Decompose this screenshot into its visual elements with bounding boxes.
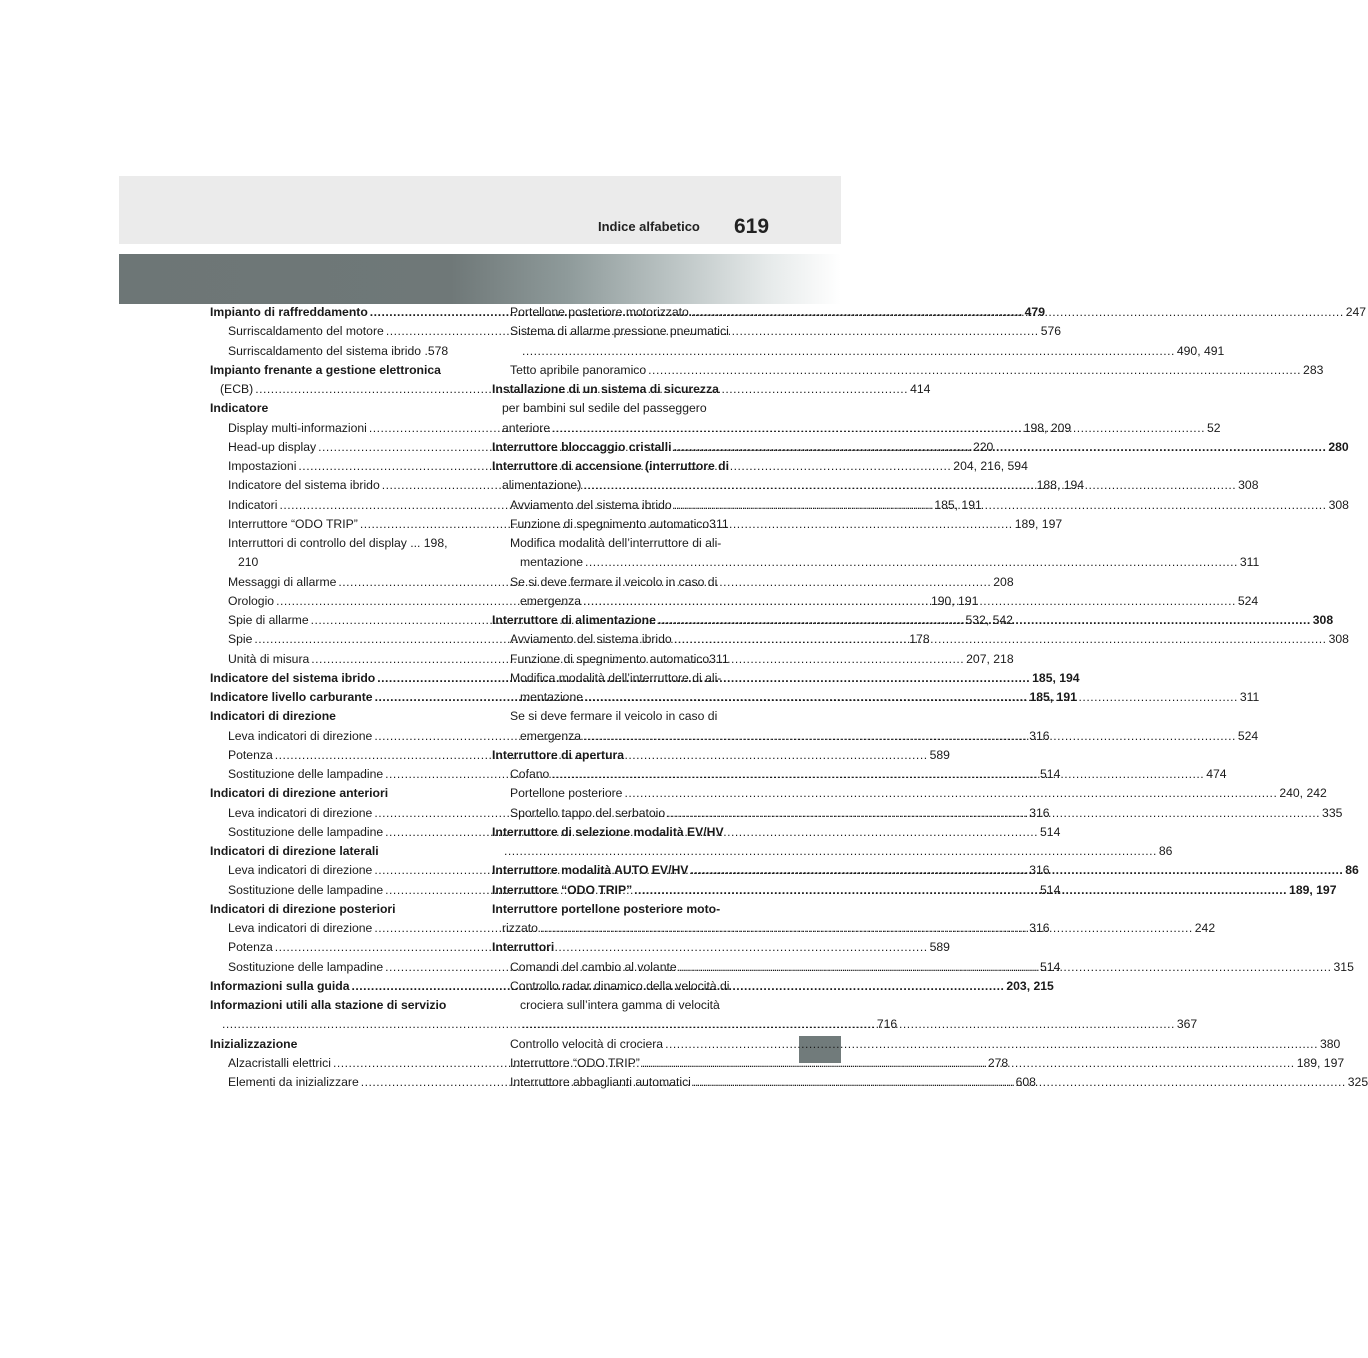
index-entry-text: Interruttori di controllo del display ... 198, xyxy=(228,536,448,550)
index-entry xyxy=(210,842,462,861)
index-entry-text: crociera sull’intera gamma di velocità xyxy=(520,998,720,1012)
index-entry xyxy=(210,399,462,418)
index-entry-page: 189, 197 xyxy=(1296,1055,1345,1070)
index-entry-text: Messaggi di allarme xyxy=(228,574,337,589)
index-entry-page: 278 xyxy=(987,1055,1009,1070)
index-entry-page: 315 xyxy=(1333,959,1354,974)
index-entry-page: 524 xyxy=(1237,728,1259,743)
index-entry-text: Sostituzione delle lampadine xyxy=(228,959,384,974)
index-entry-text: Controllo velocità di crociera xyxy=(510,1036,664,1051)
leader-dots xyxy=(522,342,1175,361)
index-entry-text: Potenza xyxy=(228,747,273,762)
leader-dots xyxy=(693,1073,1346,1092)
index-entry xyxy=(492,823,744,842)
index-entry-text: Sostituzione delle lampadine xyxy=(228,824,384,839)
index-entry xyxy=(210,900,462,919)
index-entry-page: 283 xyxy=(1303,362,1324,377)
index-entry-text: (ECB) xyxy=(220,382,254,396)
index-entry-text: Comandi del cambio al volante xyxy=(510,959,677,974)
index-entry-page: 178 xyxy=(909,632,930,647)
index-entry-page: 308 xyxy=(1238,478,1259,493)
index-entry-text: Unità di misura xyxy=(228,651,310,666)
index-entry-text: Impianto di raffreddamento xyxy=(210,305,368,319)
index-entry-text: Sistema di allarme pressione pneumatici xyxy=(510,324,729,339)
index-entry xyxy=(492,977,744,996)
index-entry-page: 316 xyxy=(1029,863,1050,878)
index-entry-page: 208 xyxy=(993,574,1014,589)
index-entry xyxy=(492,342,1225,361)
index-entry-text: Avviamento del sistema ibrido xyxy=(510,497,672,512)
index-entry-page: 242 xyxy=(1194,921,1216,935)
index-entry xyxy=(492,322,744,341)
index-entry-page: 280 xyxy=(1328,439,1349,454)
index-entry-page: 335 xyxy=(1322,805,1343,820)
section-title: Indice alfabetico xyxy=(598,219,700,234)
index-entry-text: anteriore xyxy=(502,420,551,435)
index-entry-text: Funzione di spegnimento automatico311 xyxy=(510,651,729,666)
leader-dots xyxy=(642,1054,1295,1073)
index-entry-page: 203, 215 xyxy=(1006,978,1054,993)
index-entry xyxy=(210,1015,898,1034)
index-entry-page: 479 xyxy=(1024,305,1045,319)
index-entry xyxy=(492,573,744,592)
index-entry-text: Indicatori xyxy=(228,497,278,512)
index-entry-text: Controllo radar dinamico della velocità di xyxy=(510,978,730,993)
index-entry xyxy=(492,457,744,476)
index-entry-page: 316 xyxy=(1029,728,1050,743)
index-entry-page: 86 xyxy=(1158,844,1173,858)
index-entry-page: 220 xyxy=(972,439,994,454)
index-entry xyxy=(492,707,744,726)
index-entry-page: 204, 216, 594 xyxy=(953,459,1028,473)
header-band xyxy=(119,176,841,244)
index-entry-page: 188, 194 xyxy=(1036,478,1085,493)
index-entry-page: 514 xyxy=(1040,824,1061,839)
index-entry-text: Leva indicatori di direzione xyxy=(228,805,373,820)
index-entry-text: Indicatore del sistema ibrido xyxy=(228,478,380,493)
index-entry-page: 576 xyxy=(1040,324,1062,339)
index-entry-text: Leva indicatori di direzione xyxy=(228,863,373,878)
leader-dots xyxy=(674,630,1327,649)
leader-dots xyxy=(674,496,1327,515)
index-entry-text: Informazioni utili alla stazione di servizio xyxy=(210,998,447,1012)
index-entry-text: Funzione di spegnimento automatico311 xyxy=(510,516,729,531)
index-entry-text: Interruttore “ODO TRIP” xyxy=(492,882,633,897)
index-entry-text: Orologio xyxy=(228,593,275,608)
index-entry xyxy=(492,746,744,765)
index-entry-text: Interruttori xyxy=(492,940,555,955)
index-entry-text: Interruttore modalità AUTO EV/HV xyxy=(492,863,689,878)
leader-dots xyxy=(648,361,1301,380)
index-entry-text: Indicatori di direzione anteriori xyxy=(210,786,389,801)
index-entry-text: Portellone posteriore xyxy=(510,786,623,801)
index-entry-text: per bambini sul sedile del passeggero xyxy=(502,401,707,416)
leader-dots xyxy=(624,784,1277,803)
index-entry-page: 86 xyxy=(1345,863,1359,878)
leader-dots xyxy=(673,438,1326,457)
index-entry-text: mentazione xyxy=(520,690,584,704)
index-entry xyxy=(492,399,744,418)
index-entry-text: Sportello tappo del serbatoio xyxy=(510,805,666,820)
index-entry-text: Indicatori di direzione posteriori xyxy=(210,901,396,916)
index-entry-text: Interruttore portellone posteriore moto- xyxy=(492,901,721,916)
leader-dots xyxy=(585,553,1238,572)
leader-dots xyxy=(665,1035,1318,1054)
index-entry-text: Se si deve fermare il veicolo in caso di xyxy=(510,574,718,589)
index-entry-page: 247 xyxy=(1345,305,1367,319)
index-entry-page: 414 xyxy=(910,382,931,396)
leader-dots xyxy=(658,611,1311,630)
index-entry-text: Indicatore livello carburante xyxy=(210,690,373,704)
leader-dots xyxy=(634,881,1287,900)
index-entry-text: rizzato xyxy=(502,921,538,935)
index-entry-page: 367 xyxy=(1176,1017,1198,1032)
index-entry xyxy=(492,553,1260,572)
index-entry-text: Display multi-informazioni xyxy=(228,420,367,435)
index-entry-page: 474 xyxy=(1206,767,1227,781)
index-entry-text: mentazione xyxy=(520,555,584,570)
index-entry-text: Modifica modalità dell’interruttore di ali- xyxy=(510,536,722,550)
leader-dots xyxy=(691,303,1344,322)
decorative-gradient-band xyxy=(119,254,841,304)
index-entry xyxy=(492,1035,1341,1054)
leader-dots xyxy=(690,861,1343,880)
index-entry xyxy=(492,842,1173,861)
index-entry xyxy=(492,900,744,919)
leader-dots xyxy=(679,958,1332,977)
index-entry-text: Leva indicatori di direzione xyxy=(228,728,373,743)
index-entry-text: Spie di allarme xyxy=(228,613,309,627)
index-entry-page: 316 xyxy=(1029,921,1050,935)
index-entry-page: 311 xyxy=(1239,555,1260,570)
leader-dots xyxy=(540,919,1193,938)
index-entry-page: 189, 197 xyxy=(1014,516,1063,531)
index-entry-page: 308 xyxy=(1328,632,1349,647)
index-entry-page: 514 xyxy=(1040,959,1061,974)
index-entry-page: 189, 197 xyxy=(1289,882,1337,897)
index-entry-text: Inizializzazione xyxy=(210,1036,298,1051)
index-entry-text: Interruttore di apertura xyxy=(492,747,625,762)
index-entry xyxy=(492,784,1327,803)
index-entry-page: 608 xyxy=(1015,1075,1036,1089)
index-entry-text: Se si deve fermare il veicolo in caso di xyxy=(510,709,718,724)
index-entry-page: 308 xyxy=(1312,613,1334,627)
index-entry-text: Interruttore di alimentazione xyxy=(492,613,656,627)
index-entry-text: Interruttore di accensione (interruttore di xyxy=(492,459,730,473)
index-entry-text: Leva indicatori di direzione xyxy=(228,921,373,935)
index-entry xyxy=(210,1035,462,1054)
index-entry-text: Indicatori di direzione laterali xyxy=(210,844,379,858)
index-entry xyxy=(210,342,462,361)
index-entry xyxy=(492,515,744,534)
leader-dots xyxy=(552,419,1205,438)
index-entry-page: 185, 194 xyxy=(1032,670,1080,685)
index-entry xyxy=(492,669,744,688)
index-entry-text: Elementi da inizializzare xyxy=(228,1075,359,1089)
index-entry-page: 490, 491 xyxy=(1176,343,1225,358)
index-entry-page: 514 xyxy=(1040,767,1061,781)
index-entry-page: 52 xyxy=(1206,420,1221,435)
index-entry-text: Modifica modalità dell’interruttore di ali- xyxy=(510,670,722,685)
leader-dots xyxy=(583,727,1236,746)
leader-dots xyxy=(583,592,1236,611)
index-entry-text: Interruttore di selezione modalità EV/HV xyxy=(492,824,724,839)
index-entry xyxy=(492,996,744,1015)
index-entry xyxy=(492,534,744,553)
index-entry-page: 311 xyxy=(1239,690,1260,704)
index-entry-page: 316 xyxy=(1029,805,1050,820)
index-entry-text: Indicatore del sistema ibrido xyxy=(210,670,376,685)
index-entry-page: 716 xyxy=(876,1017,898,1032)
leader-dots xyxy=(583,476,1236,495)
index-entry-page: 190, 191 xyxy=(930,593,979,608)
index-entry-text: Sostituzione delle lampadine xyxy=(228,767,384,781)
index-entry-page: 532, 542 xyxy=(965,613,1013,627)
leader-dots xyxy=(585,688,1238,707)
index-entry xyxy=(492,361,1324,380)
index-entry-text: Cofano xyxy=(510,767,550,781)
index-entry-page: 308 xyxy=(1328,497,1349,512)
index-entry-text: Spie xyxy=(228,632,253,647)
index-entry-text: emergenza xyxy=(520,728,581,743)
index-entry-page: 185, 191 xyxy=(1029,690,1077,704)
index-entry-text: Interruttore “ODO TRIP” xyxy=(510,1055,640,1070)
index-entry xyxy=(210,534,462,553)
index-entry-text: Potenza xyxy=(228,940,273,955)
leader-dots xyxy=(504,842,1157,861)
index-entry-text: Interruttore “ODO TRIP” xyxy=(228,516,358,531)
index-entry-text: Tetto apribile panoramico xyxy=(510,362,647,377)
index-entry-text: Interruttore bloccaggio cristalli xyxy=(492,439,672,454)
index-entry-text: Installazione di un sistema di sicurezza xyxy=(492,382,719,396)
index-entry xyxy=(210,361,462,380)
index-entry-text: Interruttore abbaglianti automatici xyxy=(510,1075,691,1089)
index-entry xyxy=(492,380,744,399)
index-entry xyxy=(210,996,462,1015)
index-entry-text: alimentazione) xyxy=(502,478,582,493)
index-entry xyxy=(492,650,744,669)
index-entry-text: Indicatori di direzione xyxy=(210,709,336,724)
index-entry xyxy=(210,553,462,572)
index-entry-text: Informazioni sulla guida xyxy=(210,978,350,993)
index-entry-text: Impianto frenante a gestione elettronica xyxy=(210,362,441,377)
index-entry-page: 325 xyxy=(1347,1075,1368,1089)
index-entry-text: Surriscaldamento del motore xyxy=(228,324,384,339)
leader-dots xyxy=(522,1015,1175,1034)
index-entry-page: 240, 242 xyxy=(1279,786,1327,801)
index-entry-text: Avviamento del sistema ibrido xyxy=(510,632,672,647)
index-entry-text: Surriscaldamento del sistema ibrido .578 xyxy=(228,343,449,358)
index-entry-text: Portellone posteriore motorizzato xyxy=(510,305,689,319)
index-entry-page: 185, 191 xyxy=(934,497,982,512)
index-entry xyxy=(492,938,744,957)
index-entry-text: 210 xyxy=(238,555,259,570)
index-entry-text: Impostazioni xyxy=(228,459,297,473)
index-entry-page: 589 xyxy=(929,940,950,955)
leader-dots xyxy=(667,804,1320,823)
index-entry xyxy=(210,707,462,726)
index-entry-text: Alzacristalli elettrici xyxy=(228,1055,331,1070)
index-entry-page: 380 xyxy=(1319,1036,1341,1051)
index-entry-text: Indicatore xyxy=(210,401,269,416)
index-entry xyxy=(210,784,462,803)
page-number: 619 xyxy=(734,215,770,238)
index-entry-page: 207, 218 xyxy=(966,651,1014,666)
index-entry-text: emergenza xyxy=(520,593,581,608)
index-entry-text: Head-up display xyxy=(228,439,317,454)
leader-dots xyxy=(551,765,1204,784)
index-entry-page: 198, 209 xyxy=(1023,420,1072,435)
index-entry-page: 589 xyxy=(929,747,950,762)
index-entry-page: 514 xyxy=(1040,882,1061,897)
index-entry-text: Sostituzione delle lampadine xyxy=(228,882,384,897)
index-entry-page: 524 xyxy=(1237,593,1259,608)
